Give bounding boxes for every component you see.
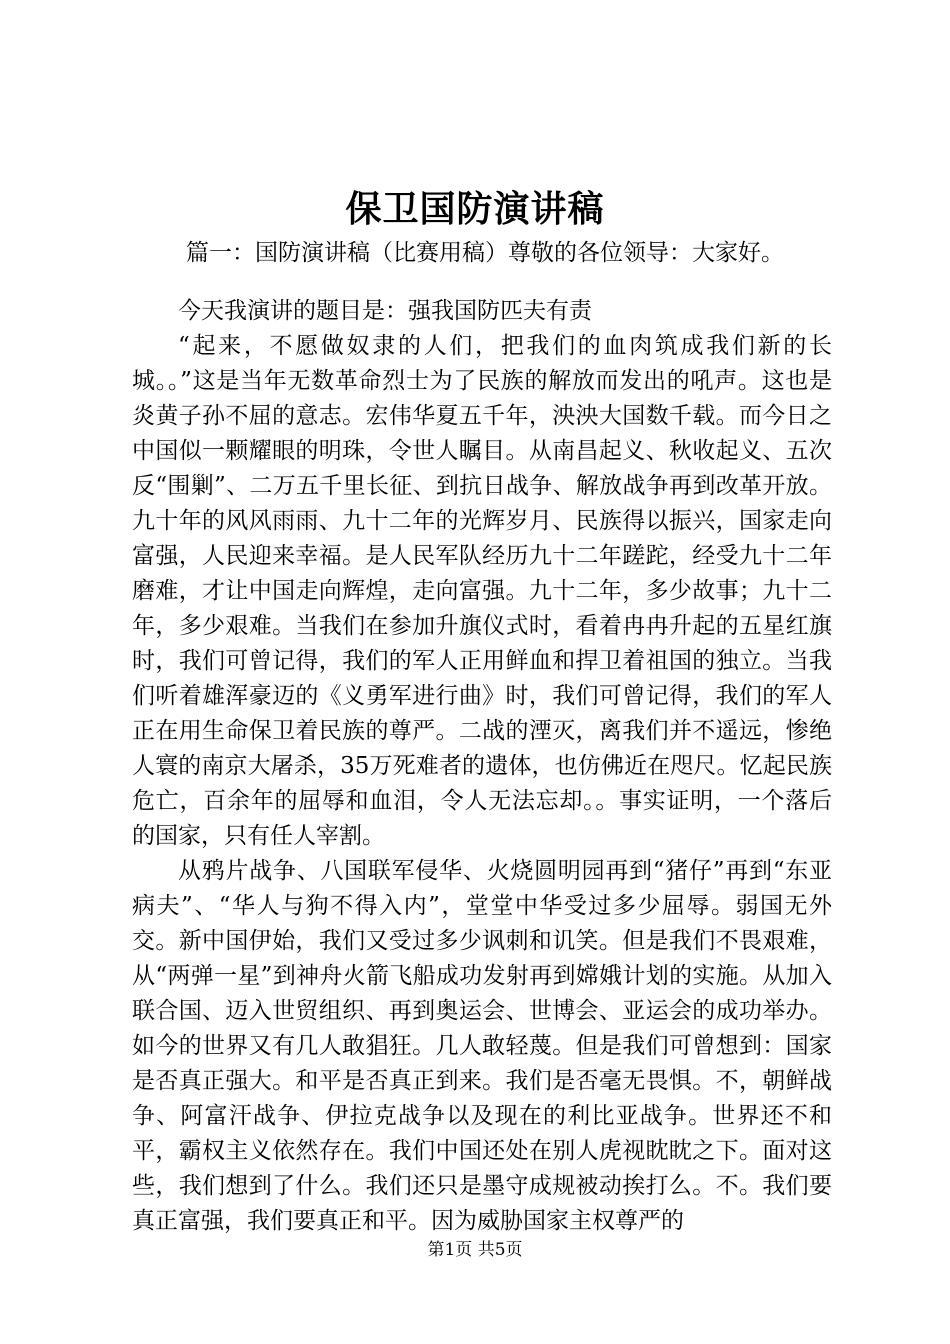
paragraph-1: “起来，不愿做奴隶的人们，把我们的血肉筑成我们新的长城。。”这是当年无数革命烈士为了民族的解放而发出的吼声。这也是炎黄子孙不屈的意志。宏伟华夏五千年，泱泱大国数千载。而今日之中国似一颗耀眼的明珠，令世人瞩目。从南昌起义、秋收起义、五次反“围剿”、二万五千里长征、到抗日战争、解放战争再到改革开放。九十年的风风雨雨、九十二年的光辉岁月、民族得以振兴，国家走向富强，人民迎来幸福。是人民军队经历九十二年蹉跎，经受九十二年磨难，才让中国走向辉煌，走向富强。九十二年，多少故事；九十二年，多少艰难。当我们在参加升旗仪式时，看着冉冉升起的五星红旗时，我们可曾记得，我们的军人正用鲜血和捍卫着祖国的独立。当我们听着雄浑豪迈的《义勇军进行曲》时，我们可曾记得，我们的军人正在用生命保卫着民族的尊严。二战的湮灭，离我们并不遥远，惨绝人寰的南京大屠杀，35万死难者的遗体，也仿佛近在咫尺。忆起民族危亡，百余年的屈辱和血泪，令人无法忘却。。事实证明，一个落后的国家，只有任人宰割。 xyxy=(132,333,832,849)
paragraph-topic: 今天我演讲的题目是：强我国防匹夫有责 xyxy=(178,298,592,324)
page-footer: 第1页 共5页 xyxy=(427,1240,523,1260)
paragraph-2: 从鸦片战争、八国联军侵华、火烧圆明园再到“猪仔”再到“东亚病夫”、“华人与狗不得入内”，堂堂中华受过多少屈辱。弱国无外交。新中国伊始，我们又受过多少讽刺和讥笑。但是我们不畏艰难，从“两弹一星”到神舟火箭飞船成功发射再到嫦娥计划的实施。从加入联合国、迈入世贸组织、再到奥运会、世博会、亚运会的成功举办。如今的世界又有几人敢猖狂。几人敢轻蔑。但是我们可曾想到：国家是否真正强大。和平是否真正到来。我们是否毫无畏惧。不，朝鲜战争、阿富汗战争、伊拉克战争以及现在的利比亚战争。世界还不和平，霸权主义依然存在。我们中国还处在别人虎视眈眈之下。面对这些，我们想到了什么。我们还只是墨守成规被动挨打么。不。我们要真正富强，我们要真正和平。因为威胁国家主权尊严的 xyxy=(132,858,832,1234)
page-title: 保卫国防演讲稿 xyxy=(345,188,605,230)
document-body xyxy=(132,294,832,1239)
document-subtitle: 篇一：国防演讲稿（比赛用稿）尊敬的各位领导：大家好。 xyxy=(186,240,784,266)
